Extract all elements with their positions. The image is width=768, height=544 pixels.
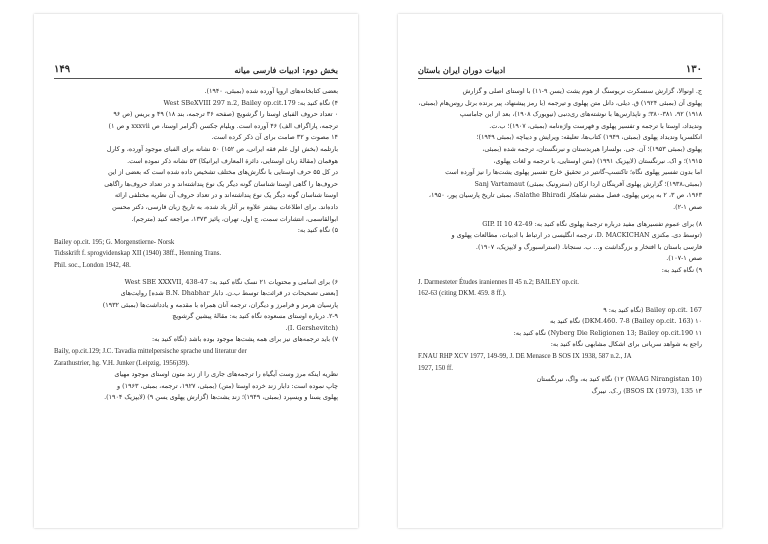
text-line: Nyberg Die Religionen 13; Bailey op.cit.190 ۱۱) نگاه کنید به:	[513, 328, 702, 337]
text-line: (بمبئی،۱۹۳۸)؛ گزارش پهلوی آفرینگان اردا ارکان (سترونیک بمبئی) Sanj Vartamaut	[474, 179, 702, 188]
text-line: BSOS IX (1973), 135 ۱۳) ر.ک. نیبرگ	[591, 386, 702, 395]
text-line: ۱۹۱۵)؛ و اک. نیرنگستان (لایپزیک ۱۹۹۱) (متن اوستایی، با ترجمه و لغات پهلوی،	[493, 156, 702, 165]
text-line: پهلوی (بمبئی ۱۹۵۳)؛ آن. جی. بولسارا هیربدستان و نیرنگستان، ترجمه شده (بمبئی،	[482, 144, 702, 153]
text-line: انکلسریا وندیداد پهلوی (بمبئی، ۱۹۴۹) کتاب‌ها، تعلیقه: ویرایش و دیباچه (بمبئی ۱۹۴۹)؛	[476, 133, 702, 142]
text-line: 162-63 (citing DKM. 459. 8 ff.).	[418, 290, 507, 298]
text-line: بعضی کتابخانه‌های اروپا آورده شده (بمبئی، ۱۹۴۰).	[204, 87, 338, 95]
text-line: ۱۹۱۸) ۹۲، ۳۸۰-۳۸۱؛ و ناپذارس‌ها با نوشته‌های ری‌دنبی (نیویورک ۱۹۰۸)، بعد از این جاماسپ	[459, 110, 702, 119]
left-page-body	[54, 86, 338, 404]
text-line: پارسیان هرمز و فرامرز و دیگران، ترجمه آنان همراه با مقدمه و یادداشت‌ها (بمبئی ۱۹۳۲)	[102, 300, 338, 309]
text-line: ۰ تعداد حروف الفبای اوستا را گرشویچ (صفحه ۳۶ ترجمه، بند ۱۸) ۴۹ و بریس (ص ۹۶	[113, 110, 338, 119]
text-line: صص ۱-۲).	[673, 202, 702, 211]
text-line: J. Darmesteter Études iraniennes II 45 n.2; BAILEY op.cit.	[418, 278, 579, 286]
text-line: ۵) نگاه کنید به:	[297, 226, 338, 235]
text-line: در کل ۵۵ حرف اوستایی با نگارش‌های مختلف تشخیص داده شده است که بعضی از این	[108, 168, 338, 177]
text-line: ۱۹۶۳، ص ۳، ۲ به پرس پهلوی، فصل مشتم شاهکار Salathe Bhiradi، بمبئی تاریخ پارسیان پور، ۱۹۵۰،	[428, 191, 702, 200]
right-page-body	[418, 86, 702, 397]
right-running-title: ادبیات دوران ایران باستان	[418, 65, 506, 75]
text-line: داده‌اند. برای اطلاعات بیشتر علاوه بر آثار یاد شده، به تاریخ زبان فارسی، دکتر محسن	[112, 202, 338, 211]
text-line: ابوالقاسمی، انتشارات سمت، چ اول، تهران، پائیز ۱۳۷۳، مراجعه کنید (مترجم).	[131, 214, 338, 223]
text-line: چاپ نموده است: دابار زند خرده اوستا (متن) (بمبئی، ۱۹۲۷، ترجمه، بمبئی، ۱۹۶۳) و	[117, 381, 338, 390]
left-page-header	[54, 62, 338, 79]
right-book-page	[398, 14, 722, 528]
text-line: راجع به شواهد سریانی برای اشکال مشابهی نگاه کنید به:	[550, 340, 702, 349]
text-line: حروف‌ها را گاهی اوستا شناسان گونه دیگر یک نوع پنداشته‌اند و در تعداد حروف‌ها راگاهی	[104, 179, 338, 188]
text-line: فارسی باستان با افتخار و بزرگداشت و... ب. سنجانا. (استراسبورگ و لایپزیک، ۱۹۰۷).	[475, 242, 702, 251]
text-line: Zarathustrier, hg. V.H. Junker (Leipzig, 1956)39).	[54, 359, 190, 367]
text-line: اما بدون تفسیر پهلوی نگاه؛ تاکنسپ-گانتیر در تحقیق خارج تفسیر پهلوی یشت‌ها را نیز آورده است	[445, 168, 702, 177]
text-line: نظریه اینکه مرز وست آیگیاه را ترجمه‌های جاری را از زند متون اوستای موجود مهیای	[114, 370, 338, 379]
text-line: (توسط دی. مکنزی D. MACKICHAN، ترجمه انگلیسی در ارتباط با ادبیات، مطالعات پهلوی و	[451, 231, 702, 240]
text-line: ج. اونوالا، گزارش سنسکرت نریوسنگ از هوم یشت (یسن ۹-۱۱) با اوستای اصلی و گزارش	[462, 87, 702, 95]
right-page-header	[418, 62, 702, 79]
text-line: [بعضی تصحیحات در قرائت‌ها توسط ب.ن. دابار B.N. Dhabhar شده] روایت‌های	[120, 289, 338, 298]
left-running-title: بخش دوم: ادبیات فارسی میانه	[234, 65, 338, 75]
text-line: ۸) برای عموم تفسیرهای مفید درباره ترجمهٔ پهلوی نگاه کنید به: GIP. II 10 42-49	[482, 219, 702, 228]
text-line: 1927, 150 ff.	[418, 364, 453, 372]
text-line: F.NAU RHP XCV 1977, 149-99, J. DE Menasce B SOS IX 1938, 587 n.2., JA	[418, 353, 632, 361]
text-line: Tidsskrift f. sprogvidenskap XII (1940) 38ff., Henning Trans.	[54, 250, 222, 258]
text-line: ۴) نگاه کنید به: West SBeXVIII 297 n.2, Bailey op.cit.179	[163, 98, 338, 107]
text-line: Baily, op.cit.129; J.C. Tavadia mittelpersische sprache und literatur der	[54, 348, 247, 356]
text-line: وندیداد، اوستا با ترجمه و تفسیر پهلوی و فهرست واژه‌نامه (بمبئی، ۱۹۰۷)؛ ب.ت.	[489, 121, 702, 130]
left-page-number: ۱۴۹	[54, 64, 71, 75]
text-line: صص ۱-۱۰۷).	[666, 254, 702, 263]
text-line: Phil. soc., London 1942, 48.	[54, 261, 131, 269]
text-line: ۹) نگاه کنید به:	[661, 265, 702, 274]
text-line: پهلوی یسنا و ویسپرد (بمبئی، ۱۹۴۹)؛ زند یشت‌ها (گزارش پهلوی یسن ۹) (لایپزیک ۱۹۰۴).	[104, 393, 338, 402]
text-line: پهلوی آن (بمبئی ۱۹۲۴) ق. دیلی، دانل متن پهلوی و تیرجمه (با رمز پیشنهاد، پیر برنده برتل روس‌هام (بمبئی،	[418, 98, 702, 107]
text-line: ۲-۹. درباره اوستای مسعوده نگاه کنید به: مقالهٔ پیشین گرشویچ	[172, 312, 338, 321]
text-line: ۱۴ مصوت و ۳۲ صامت برای آن ذکر کرده است.	[211, 133, 338, 142]
text-line: ترجمه، پاراگراف الف) ۴۶ آورده است. ویلیام جکسن (گرامر اوستا، ص xxxvii و ص ۱)	[108, 121, 338, 130]
text-line: Bailey op.cit. 167 (نگاه کنید به: ۹	[603, 305, 702, 314]
right-page-number: ۱۳۰	[685, 64, 702, 75]
text-line: (I. Gershevitch).	[285, 323, 338, 332]
text-line: اوستا شناسان گونه دیگر یک نوع پنداشته‌اند و در تعداد حروف آن نظریه مختلفی ارائه	[114, 191, 338, 200]
text-line: ۷) باید ترجمه‌های نیز برای همه پشت‌ها موجود بوده باشد (نگاه کنید به:	[152, 335, 338, 344]
text-line: بارتلمه (بخش اول علم فقه ایرانی، ص ۱۵۲) ۵۰ نشانه برای الفبای موجود آورده، و کارل	[106, 144, 338, 153]
text-line: Bailey op.cit. 195; G. Morgenstierne- Norsk	[54, 238, 175, 246]
text-line: DKM.460. 7-8 (Bailey op.cit. 163) ۱۰) نگاه کنید به	[549, 317, 702, 326]
left-book-page	[34, 14, 358, 528]
text-line: ۶) برای اسامی و محتویات ۲۱ نسک نگاه کنید به: West SBE XXXVII, 438-47	[124, 277, 338, 286]
text-line: هوفمان (مقالهٔ زبان اوستایی، دائرة المعارف ایرانیکا) ۵۳ نشانه ذکر نموده است.	[127, 156, 338, 165]
text-line: (WAAG Nirangistan 10) ۱۲) نگاه کنید به، واگ، نیرنگستان	[536, 375, 702, 384]
